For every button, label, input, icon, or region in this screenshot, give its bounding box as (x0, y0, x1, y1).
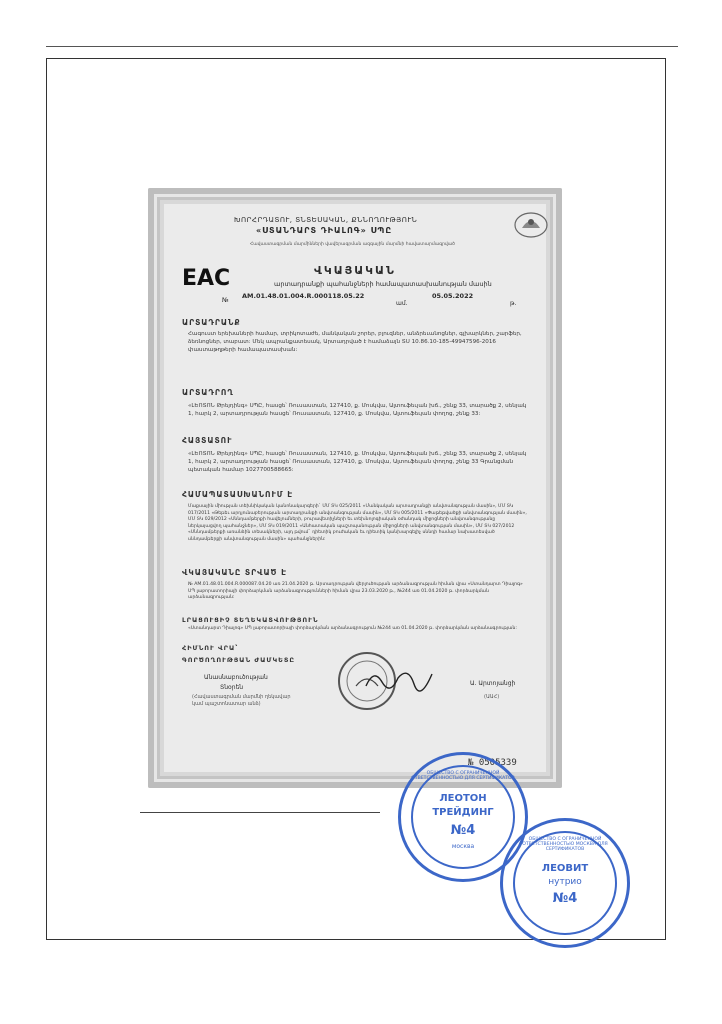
stamp-2-outer-text: ОБЩЕСТВО С ОГРАНИЧЕННОЙ ОТВЕТСТВЕННОСТЬЮ МОСКВА ДЛЯ СЕРТИФИКАТОВ (522, 837, 608, 852)
signatory-right-name: Ա. Արտոյանցի (470, 680, 516, 687)
signatory-left-note2: կամ պաշտոնատար անձ) (192, 701, 261, 707)
stamp-2-line1: ЛЕОВИТ (541, 863, 589, 874)
section-conformity-heading: ՀԱՄԱՊԱՏԱՍԽԱՆՈՒՄ Է (182, 490, 294, 499)
year-label: թ. (510, 300, 517, 307)
coat-of-arms-icon (512, 210, 550, 240)
section-applicant-heading: ՀԱՅՏԱՏՈՒ (182, 436, 233, 445)
section-manufacturer-heading: ԱՐՏԱԴՐՈՂ (182, 388, 234, 397)
certificate-number: AM.01.48.01.004.R.000118.05.22 (242, 292, 365, 300)
section-issued-body: № AM.01.48.01.004.R.000087.04.20 առ 21.04.2020 թ. Արտադրության վերլուծության արձանագրության հիման վրա «Ստանդարտ Դիալոգ» ՍՊ լաբորատորիայի փորձարկման արձանագրությունների հիման վրա 23.03.2020 թ., №244 առ 01.04.2020 թ. փորձարկման արձանագրության: (188, 582, 523, 601)
section-applicant-body: «ԼԵՈՏՈՆ Թրեյդինգ» ՍՊԸ, հասցե՝ Ռուսաստան, 127410, ք. Մոսկվա, Ալտուֆեւյան խճ., շենք 33, տարածք 2, սենյակ 1, հարկ 2, արտադրության հասցե՝ Ռուսաստան, 127410, ք. Մոսկվա, Ալտուֆեւյան փողոց, շենք 33 Գրանցման պետական համար 1027700588665: (188, 451, 527, 473)
certificate-date: 05.05.2022 (432, 292, 474, 300)
section-conformity-body: Մաքսային միության տեխնիկական կանոնակարգերի` ՄՄ ՏԿ 025/2011 «Մանկական արտադրանքի անվտանգության մասին», ՄՄ ՏԿ 017/2011 «Թեթեւ արդյունաբերության արտադրանքի անվտանգության մասին», ՄՄ ՏԿ 005/2011 «Փաթեթվածքի անվտանգության մասին», ՄՄ ՏԿ 029/2012 «Սննդամթերքի հավելումների, բուրավետիչների եւ տեխնոլոգիական օժանդակ միջոցների անվտանգությանը ներկայացվող պահանջներ», ՄՄ ՏԿ 019/2011 «Անհատական պաշտպանության միջոցների անվտանգության մասին», ՄՄ ՏԿ 027/2012 «Սննդամթերքի առանձին տեսակների, այդ թվում` դիետիկ բուժական եւ դիետիկ կանխարգելիչ սննդի համար նախատեսված սննդամթերքի անվտանգության մասին» պահանջներին: (188, 504, 527, 542)
stamp-2-line2: нутрио (548, 877, 582, 887)
term-label: ԳՈՐԾՈՂՈՒԹՅԱՆ ԺԱՄԿԵՏԸ (182, 656, 296, 664)
org-line1: ԽՈՐՀՐԴԱՏՈՒ, ՏՆՏԵՍԱԿԱՆ, ՔՆՆՈՂՈՒԹՅՈՒՆ (234, 216, 418, 224)
bottom-rule (140, 812, 380, 813)
org-line2: «ՍՏԱՆԴԱՐՏ ԴԻԱԼՈԳ» ՍՊԸ (256, 226, 393, 235)
section-additional-body: «Ստանդարտ Դիալոգ» ՍՊ լաբորատորիայի փորձարկման արձանագրություն №244 առ 01.04.2020 թ. փորձարկման արձանագրության: (188, 626, 517, 631)
company-stamp-2 (500, 818, 630, 948)
stamp-1-line2: ТРЕЙДИНГ (432, 807, 494, 818)
section-manufacturer-body: «ԼԵՈՏՈՆ Թրեյդինգ» ՍՊԸ, հասցե՝ Ռուսաստան, 127410, ք. Մոսկվա, Ալտուֆեւյան խճ., շենք 33, տարածք 2, սենյակ 1, հարկ 2, արտադրության հասցե՝ Ռուսաստան, 127410, ք. Մոսկվա, Ալտուֆեւյան փողոց, շենք 33: (188, 403, 527, 417)
stamp-1-city: москва (451, 843, 475, 850)
certificate-title: ՎԿԱՅԱԿԱՆ (314, 264, 396, 277)
no-label: № (222, 296, 229, 304)
signatory-left-title: Անասնաբուծության (204, 674, 268, 681)
top-rule (46, 46, 678, 47)
stamp-1-line1: ЛЕОТОН (439, 793, 487, 804)
serial-number: № 0505339 (468, 758, 517, 768)
eac-mark: EAC (182, 266, 231, 291)
signatory-left-note1: (Հավաստագրման մարմնի ղեկավար (192, 694, 291, 700)
org-subline: Հավաստագրման մարմինների վավերագրման ազգային մարմնի հավատարմագրված (250, 242, 455, 247)
signatory-right-note: (ԱԱՀ) (484, 694, 500, 700)
stamp-1-outer-text: ОБЩЕСТВО С ОГРАНИЧЕННОЙ ОТВЕТСТВЕННОСТЬЮ ДЛЯ СЕРТИФИКАТОВ (411, 771, 515, 781)
stamp-2-line3: №4 (552, 891, 578, 906)
section-product-body: Հագուստ երեխաների համար, տրիկոտաժե, մանկական շորեր, բլուզներ, անձրեւանոցներ, գլխարկներ, շարֆեր, ձեռնոցներ, տաբատ: Մեկ ապրանքատեսակ, Արտադրված է համաձայն ՏՍ 10.86.10-185-49947596-2016 փաստաթղթերի համապատասխան: (188, 331, 522, 353)
certificate-subtitle: արտադրանքի պահանջների համապատասխանության մասին (274, 280, 492, 288)
certificate-inner (164, 204, 546, 772)
signatory-left-sub: Տնօրեն (220, 684, 244, 691)
stamp-1-line3: №4 (450, 823, 476, 838)
certificate-scan (148, 188, 562, 788)
valid-label: ՀԻՄՆՈՒ ՎՐԱ՝ (182, 644, 239, 652)
section-issued-heading: ՎԿԱՅԱԿԱՆԸ ՏՐՎԱԾ Է (182, 568, 287, 577)
section-additional-heading: ԼՐԱՑՈՒՑԻՉ ՏԵՂԵԿԱՏՎՈՒԹՅՈՒՆ (182, 616, 319, 624)
section-product-heading: ԱՐՏԱԴՐԱՆՔ (182, 318, 241, 327)
from-label: ամ. (396, 300, 408, 307)
signature-icon (364, 664, 434, 694)
